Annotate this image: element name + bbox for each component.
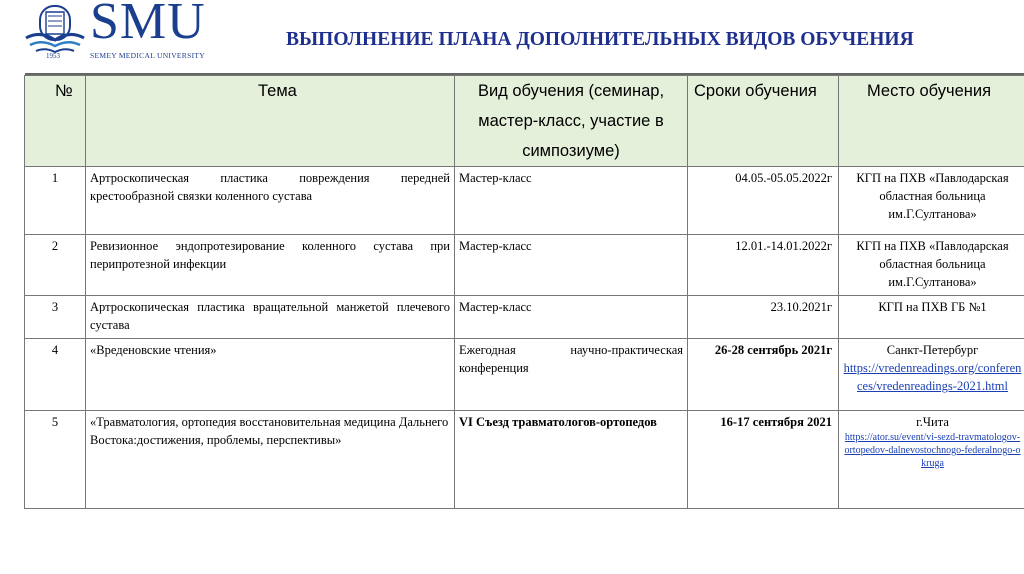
logo-wordmark: SMU	[90, 0, 206, 50]
row-place: КГП на ПХВ «Павлодарская областная больница им.Г.Султанова»	[839, 235, 1024, 296]
table-row	[25, 235, 1024, 296]
row-dates: 12.01.-14.01.2022г	[688, 235, 839, 296]
header-topic: Тема	[86, 76, 455, 167]
row-type: Ежегодная научно-практическая конференция	[455, 339, 688, 411]
row-place	[839, 339, 1024, 411]
row-topic: Артроскопическая пластика вращательной манжетой плечевого сустава	[86, 296, 455, 339]
place-city: Санкт-Петербург	[886, 343, 979, 357]
congress-link[interactable]: https://ator.su/event/vi-sezd-travmatologov-ortopedov-dalnevostochnogo-federalnogo-okruga	[844, 432, 1021, 469]
row-topic: Артроскопическая пластика повреждения передней крестообразной связки коленного сустава	[86, 167, 455, 235]
row-type: Мастер-класс	[455, 235, 688, 296]
table-row	[25, 167, 1024, 235]
logo-year: 1953	[46, 52, 60, 60]
row-dates: 23.10.2021г	[688, 296, 839, 339]
row-num: 5	[25, 411, 86, 509]
training-table	[24, 75, 1024, 509]
row-type: VI Съезд травматологов-ортопедов	[455, 411, 688, 509]
row-place: КГП на ПХВ «Павлодарская областная больница им.Г.Султанова»	[839, 167, 1024, 235]
table-row	[25, 296, 1024, 339]
row-type: Мастер-класс	[455, 296, 688, 339]
row-topic: «Вреденовские чтения»	[86, 339, 455, 411]
logo-subtitle: SEMEY MEDICAL UNIVERSITY	[90, 51, 205, 60]
row-type: Мастер-класс	[455, 167, 688, 235]
row-num: 4	[25, 339, 86, 411]
row-topic: «Травматология, ортопедия восстановительная медицина Дальнего Востока:достижения, проблемы, перспективы»	[86, 411, 455, 509]
header-dates: Сроки обучения	[688, 76, 839, 167]
row-num: 3	[25, 296, 86, 339]
row-topic: Ревизионное эндопротезирование коленного сустава при перипротезной инфекции	[86, 235, 455, 296]
page-title: ВЫПОЛНЕНИЕ ПЛАНА ДОПОЛНИТЕЛЬНЫХ ВИДОВ ОБУЧЕНИЯ	[286, 29, 914, 50]
header-type: Вид обучения (семинар, мастер-класс, участие в симпозиуме)	[455, 76, 688, 167]
row-place: КГП на ПХВ ГБ №1	[839, 296, 1024, 339]
table-header-row	[25, 76, 1024, 167]
row-place	[839, 411, 1024, 509]
header-place: Место обучения	[839, 76, 1024, 167]
row-dates: 04.05.-05.05.2022г	[688, 167, 839, 235]
table-row	[25, 339, 1024, 411]
row-dates: 26-28 сентябрь 2021г	[688, 339, 839, 411]
table-row	[25, 411, 1024, 509]
row-num: 1	[25, 167, 86, 235]
row-dates: 16-17 сентября 2021	[688, 411, 839, 509]
place-city: г.Чита	[916, 415, 949, 429]
row-num: 2	[25, 235, 86, 296]
header-num: №	[25, 76, 86, 167]
smu-logo	[22, 2, 232, 64]
conference-link[interactable]: https://vredenreadings.org/conferences/vredenreadings-2021.html	[843, 361, 1022, 393]
